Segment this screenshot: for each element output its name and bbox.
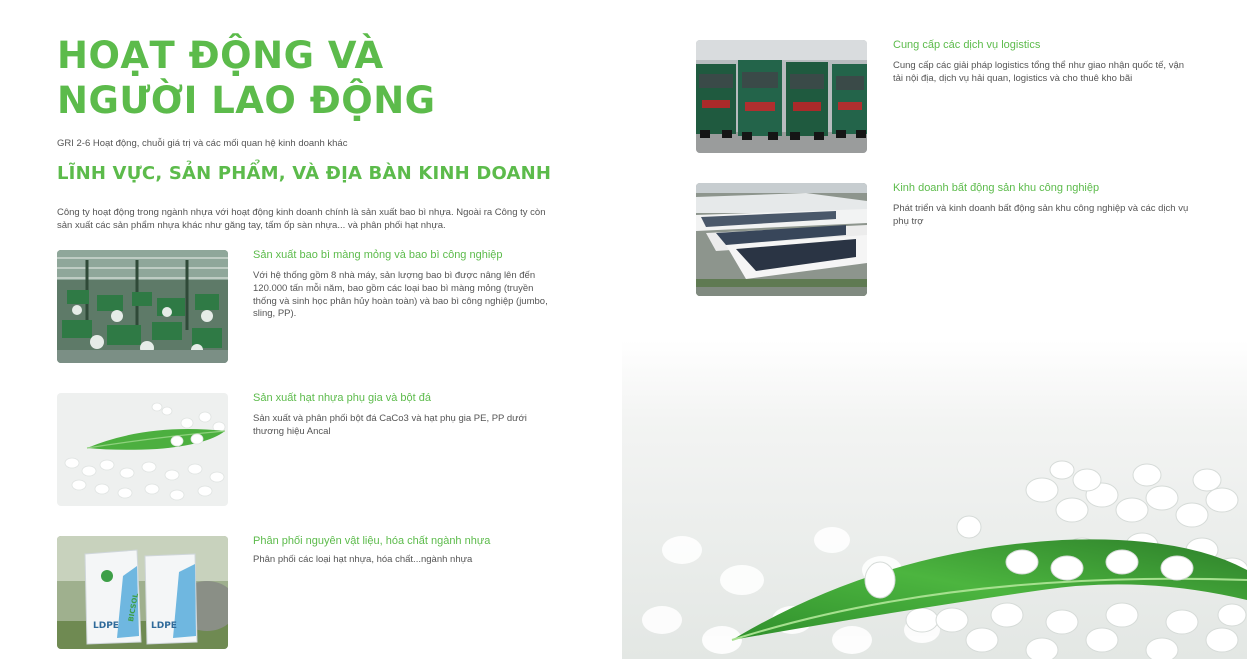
logistics-trucks-image — [696, 40, 867, 153]
pellets-leaf-background — [622, 340, 1247, 659]
bag-brand: BICSOL — [127, 592, 140, 623]
item-title-distribution: Phân phối nguyên vật liệu, hóa chất ngành nhựa — [253, 535, 491, 547]
item-title-industrial-park: Kinh doanh bất động sản khu công nghiệp — [893, 182, 1100, 194]
item-title-additives: Sản xuất hạt nhựa phụ gia và bột đá — [253, 392, 431, 404]
industrial-park-image — [696, 183, 867, 296]
item-desc-distribution: Phân phối các loại hạt nhựa, hóa chất...ngành nhựa — [253, 554, 473, 565]
item-desc-industrial-park: Phát triển và kinh doanh bất động sản khu công nghiệp và các dịch vụ phụ trợ — [893, 203, 1189, 227]
pellets-leaf-image — [57, 393, 228, 506]
bag-label-1: LDPE — [93, 621, 119, 631]
item-desc-logistics: Cung cấp các giải pháp logistics tổng thể như giao nhận quốc tế, vận tải nội địa, dịch vụ hải quan, logistics và cho thuê kho bãi — [893, 60, 1185, 84]
page-title — [57, 33, 436, 123]
intro-paragraph: Công ty hoạt động trong ngành nhựa với hoạt động kinh doanh chính là sản xuất bao bì nhựa. Ngoài ra Công ty còn sản xuất các sản phẩm nhựa khác như găng tay, tấm ốp sàn nhựa... và phân phối hạt nhựa. — [57, 207, 546, 231]
page-title-line2: NGƯỜI LAO ĐỘNG — [57, 79, 436, 122]
ldpe-bags-image — [57, 536, 228, 649]
page-title-line1: HOẠT ĐỘNG VÀ — [57, 34, 384, 77]
gri-reference: GRI 2-6 Hoạt động, chuỗi giá trị và các mối quan hệ kinh doanh khác — [57, 138, 348, 149]
item-desc-packaging: Với hệ thống gồm 8 nhà máy, sản lượng bao bì được nâng lên đến 120.000 tấn mỗi năm, bao gồm các loại bao bì màng mỏng (truyền thống và sinh học phân hủy hoàn toàn) và bao bì công nghiệp (jumbo, sling, PP). — [253, 270, 548, 320]
factory-image — [57, 250, 228, 363]
section-subtitle: LĨNH VỰC, SẢN PHẨM, VÀ ĐỊA BÀN KINH DOANH — [57, 163, 552, 184]
item-title-logistics: Cung cấp các dịch vụ logistics — [893, 39, 1041, 51]
item-desc-additives: Sản xuất và phân phối bột đá CaCo3 và hạt phụ gia PE, PP dưới thương hiệu Ancal — [253, 413, 527, 437]
bag-label-2: LDPE — [151, 621, 177, 631]
item-title-packaging: Sản xuất bao bì màng mỏng và bao bì công nghiệp — [253, 249, 503, 261]
